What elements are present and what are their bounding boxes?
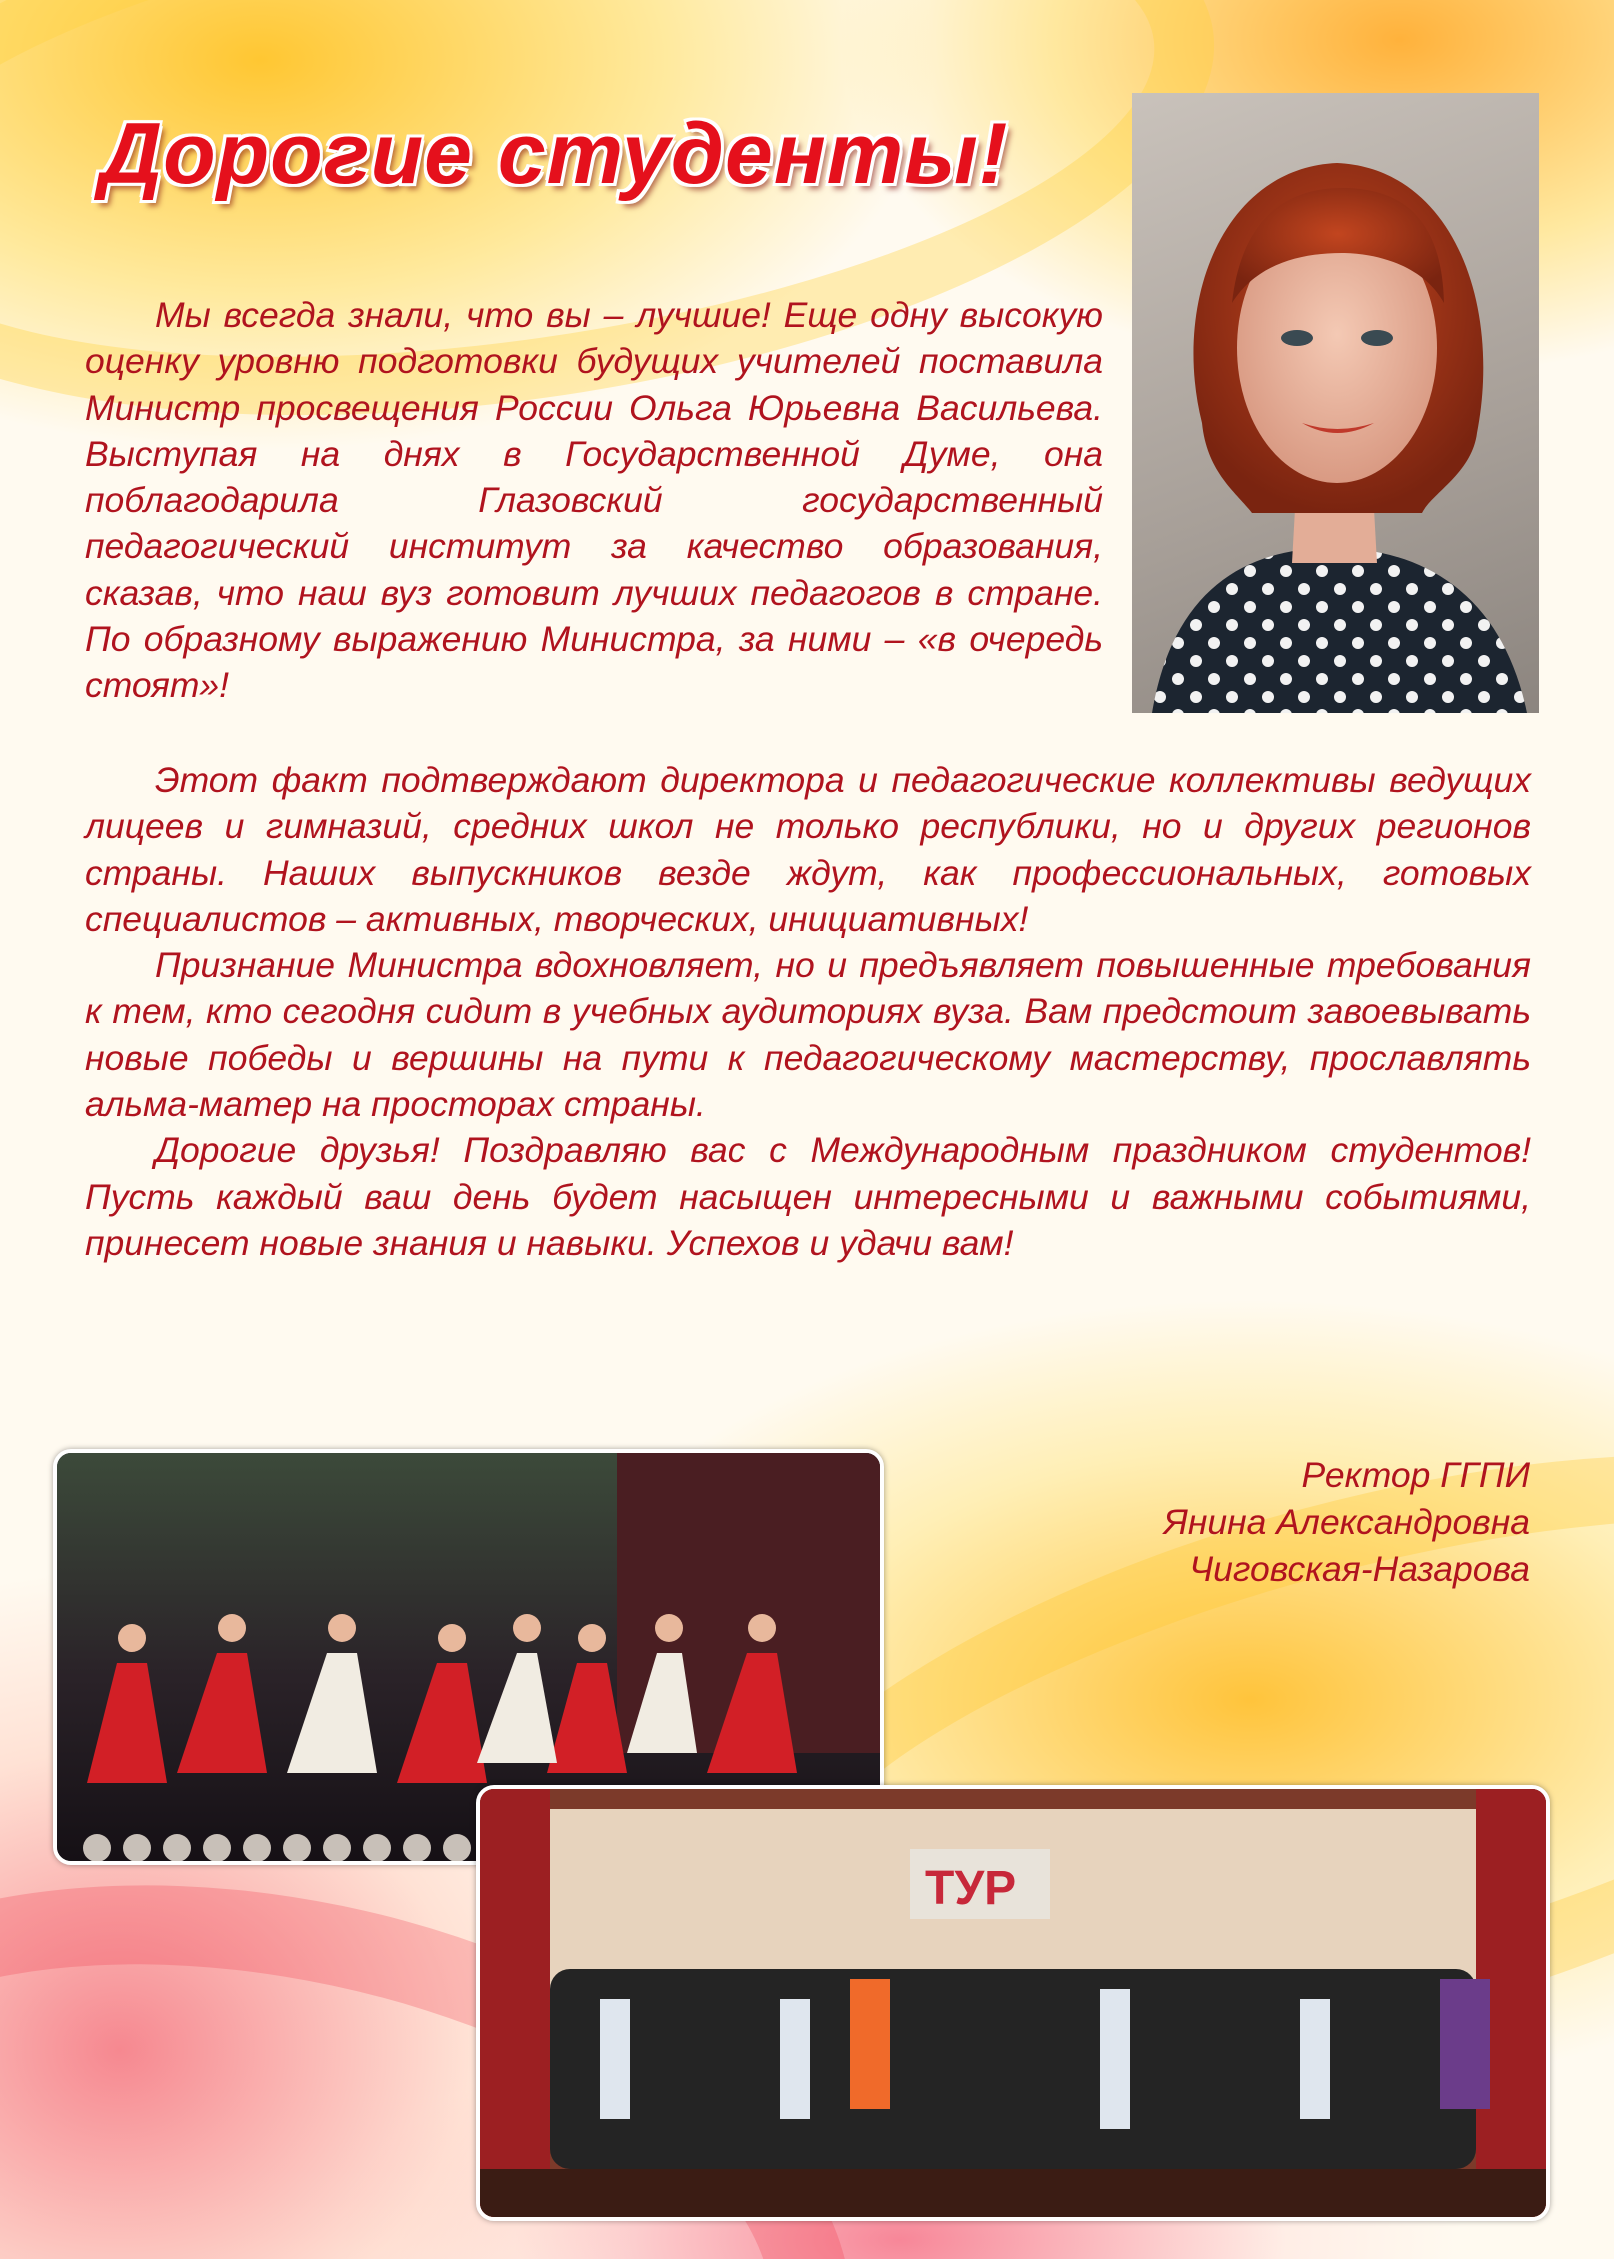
banner-text: ТУР [925,1862,1017,1915]
paragraph: Этот факт подтверждают директора и педагогические коллективы ведущих лицеев и гимназий, средних школ не только республики, но и других регионов страны. Наших выпускников везде ждут, как профессиональных, готовых специалистов – активных, творческих, инициативных! [85,760,1531,939]
student-group-photo [476,1785,1550,2221]
paragraph: Мы всегда знали, что вы – лучшие! Еще одну высокую оценку уровню подготовки будущих учителей поставила Министр просвещения России Ольга Юрьевна Васильева. Выступая на днях в Государственной Думе, она поблагодарила Глазовский государственный педагогический институт за качество образования, сказав, что наш вуз готовит лучших педагогов в стране. По образному выражению Министра, за ними – «в очередь стоят»! [85,295,1103,706]
signature-block [1164,1452,1530,1593]
greeting-text-top [85,292,1103,709]
signature-surname: Чиговская-Назарова [1189,1549,1530,1589]
paragraph: Дорогие друзья! Поздравляю вас с Международным праздником студентов! Пусть каждый ваш день будет насыщен интересными и важными событиями, принесет новые знания и навыки. Успехов и удачи вам! [85,1130,1531,1263]
rector-portrait-photo [1132,93,1539,713]
page-title: Дорогие студенты! [100,106,1009,202]
signature-name: Янина Александровна [1163,1502,1530,1542]
signature-position: Ректор ГГПИ [1301,1455,1530,1495]
greeting-text-bottom [85,757,1531,1266]
paragraph: Признание Министра вдохновляет, но и предъявляет повышенные требования к тем, кто сегодня сидит в учебных аудиториях вуза. Вам предстоит завоевывать новые победы и вершины на пути к педагогическому мастерству, прославлять альма-матер на просторах страны. [85,945,1531,1125]
